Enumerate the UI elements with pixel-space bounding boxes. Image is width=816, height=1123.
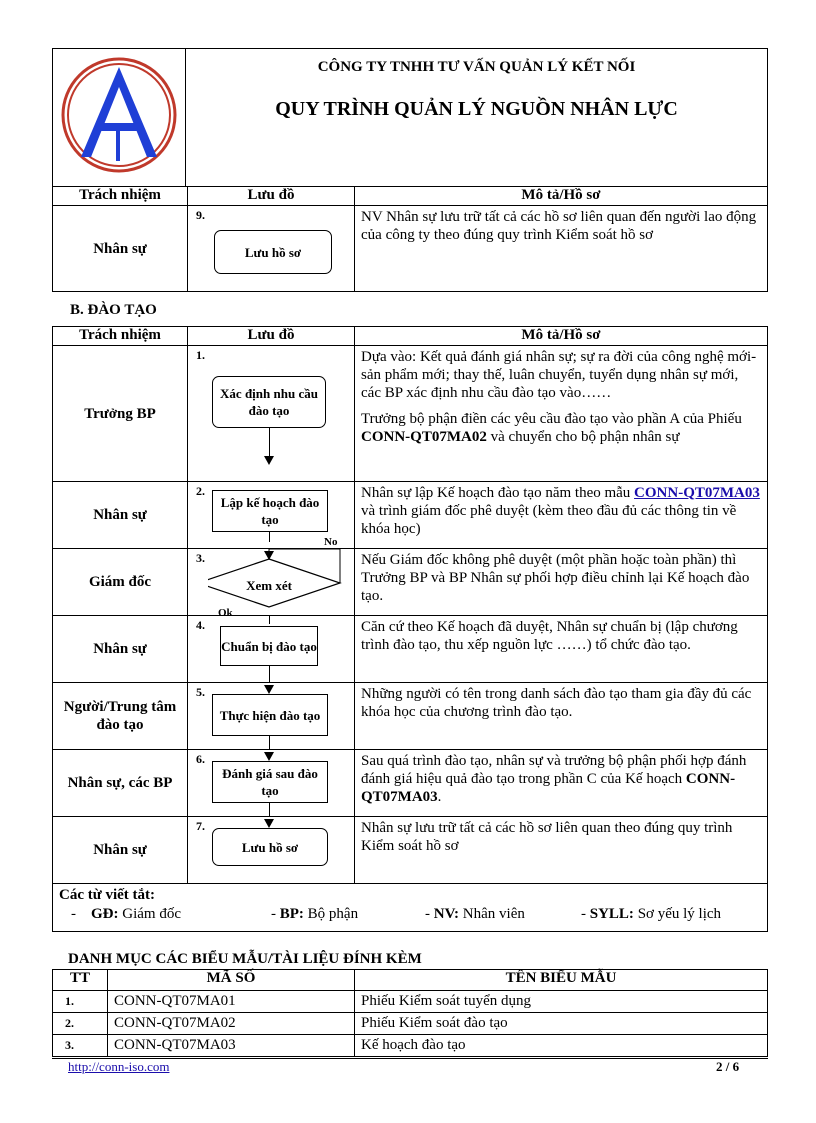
flow-connector [269, 666, 270, 683]
text-span: Sau quá trình đào tạo, nhân sự và trưởng bộ phận phối hợp đánh đánh giá hiệu quả đào tạo trong phần C của Kế hoạch [361, 753, 747, 787]
table-row [53, 1035, 768, 1057]
form-name: Kế hoạch đào tạo [355, 1035, 768, 1057]
form-link[interactable]: CONN-QT07MA03 [634, 485, 760, 501]
responsibility: Nhân sự [53, 206, 188, 292]
step-number: 5. [196, 685, 205, 699]
abbr-item: - SYLL: Sơ yếu lý lịch [581, 906, 722, 922]
arrow-down-icon [264, 551, 274, 560]
flow-box-store-records: Lưu hồ sơ [212, 828, 328, 866]
abbr-item: - NV: Nhân viên [425, 906, 525, 922]
col-flow-header: Lưu đồ [188, 327, 355, 346]
form-code: CONN-QT07MA03 [361, 771, 736, 805]
flow-cell [188, 683, 355, 750]
company-logo [53, 49, 185, 181]
form-tt: 2. [53, 1013, 108, 1035]
text-span: và trình giám đốc phê duyệt (kèm theo đầu đủ các thông tin về khóa học) [361, 503, 737, 537]
form-name: Phiếu Kiểm soát đào tạo [355, 1013, 768, 1035]
company-name: CÔNG TY TNHH TƯ VẤN QUẢN LÝ KẾT NỐI [317, 59, 636, 75]
flow-box-identify-needs: Xác định nhu cầu đào tạo [212, 376, 326, 428]
step-number: 7. [196, 819, 205, 833]
responsibility: Trưởng BP [53, 346, 188, 482]
table-row [53, 1013, 768, 1035]
flow-connector [269, 532, 270, 542]
arrow-down-icon [264, 819, 274, 828]
header-titles [186, 49, 768, 187]
step-number: 3. [196, 551, 205, 565]
logo-cell [53, 49, 186, 187]
description: NV Nhân sự lưu trữ tất cả các hồ sơ liên quan đến người lao động của công ty theo đúng quy trình Kiểm soát hồ sơ [355, 206, 768, 292]
step-number: 2. [196, 484, 205, 498]
flow-cell [188, 206, 355, 292]
description [355, 346, 768, 482]
flow-cell [188, 549, 355, 619]
responsibility: Người/Trung tâm đào tạo [53, 683, 188, 750]
forms-title: DANH MỤC CÁC BIỂU MẪU/TÀI LIỆU ĐÍNH KÈM [68, 951, 422, 967]
abbr-item: - BP: Bộ phận [271, 906, 359, 922]
responsibility: Giám đốc [53, 549, 188, 616]
description [355, 750, 768, 817]
responsibility: Nhân sự [53, 817, 188, 884]
section-title: B. ĐÀO TẠO [70, 302, 157, 318]
flow-box-evaluate-training: Đánh giá sau đào tạo [212, 761, 328, 803]
description: Căn cứ theo Kế hoạch đã duyệt, Nhân sự chuẩn bị (lập chương trình đào tạo, thu xếp nguồn lực ……) tổ chức đào tạo. [355, 616, 768, 683]
col-flow-header: Lưu đồ [188, 187, 355, 206]
form-code: CONN-QT07MA03 [108, 1035, 355, 1057]
decision-label: Xem xét [246, 578, 292, 593]
form-code: CONN-QT07MA02 [361, 429, 487, 445]
form-code: CONN-QT07MA01 [108, 991, 355, 1013]
top-table [52, 186, 768, 292]
flow-cell [188, 750, 355, 817]
abbreviations-cell [53, 884, 768, 932]
col-resp-header: Trách nhiệm [53, 327, 188, 346]
arrow-down-icon [264, 752, 274, 761]
flow-cell [188, 817, 355, 884]
description: Nhân sự lưu trữ tất cả các hồ sơ liên quan theo đúng quy trình Kiểm soát hồ sơ [355, 817, 768, 884]
form-name: Phiếu Kiểm soát tuyển dụng [355, 991, 768, 1013]
description: Những người có tên trong danh sách đào tạo tham gia đầy đủ các khóa học của chương trình đào tạo. [355, 683, 768, 750]
responsibility: Nhân sự [53, 616, 188, 683]
step-number: 9. [196, 208, 205, 222]
responsibility: Nhân sự, các BP [53, 750, 188, 817]
forms-table [52, 969, 768, 1057]
step-number: 1. [196, 348, 205, 362]
text-span: Nhân sự lập Kế hoạch đào tạo năm theo mẫu [361, 485, 635, 501]
flow-box-plan-training: Lập kế hoạch đào tạo [212, 490, 328, 532]
abbr-item: - GĐ: Giám đốc [71, 906, 181, 922]
flow-connector [269, 428, 270, 458]
form-tt: 1. [53, 991, 108, 1013]
text-span: và chuyển cho bộ phận nhân sự [486, 429, 680, 445]
description-text: Dựa vào: Kết quả đánh giá nhân sự; sự ra đời của công nghệ mới-sản phẩm mới; thay thế, luân chuyển, tuyển dụng nhân sự mới, các BP xác định nhu cầu đào tạo vào…… [361, 349, 757, 401]
abbreviations-list [59, 905, 761, 925]
forms-col-name: TÊN BIỂU MẪU [355, 970, 768, 991]
training-table [52, 326, 768, 932]
document-title: QUY TRÌNH QUẢN LÝ NGUỒN NHÂN LỰC [275, 98, 678, 120]
footer-url-link[interactable]: http://conn-iso.com [68, 1059, 170, 1074]
abbreviations-title: Các từ viết tắt: [59, 887, 156, 903]
description-text [361, 410, 761, 446]
flow-connector [269, 616, 270, 624]
forms-col-tt: TT [53, 970, 108, 991]
table-row [53, 991, 768, 1013]
flow-cell [188, 482, 355, 549]
text-span: Trưởng bộ phận điền các yêu cầu đào tạo vào phần A của Phiếu [361, 411, 742, 427]
col-desc-header: Mô tả/Hồ sơ [355, 327, 768, 346]
flow-box-store-records: Lưu hồ sơ [214, 230, 332, 274]
form-code: CONN-QT07MA02 [108, 1013, 355, 1035]
description: Nếu Giám đốc không phê duyệt (một phần hoặc toàn phần) thì Trưởng BP và BP Nhân sự phối hợp điều chỉnh lại Kế hoạch đào tạo. [355, 549, 768, 616]
responsibility: Nhân sự [53, 482, 188, 549]
step-number: 6. [196, 752, 205, 766]
col-resp-header: Trách nhiệm [53, 187, 188, 206]
forms-col-code: MÃ SỐ [108, 970, 355, 991]
page-number: 2 / 6 [716, 1059, 740, 1074]
arrow-down-icon [264, 685, 274, 694]
form-tt: 3. [53, 1035, 108, 1057]
text-span: . [437, 789, 442, 805]
description [355, 482, 768, 549]
ok-label: Ok [218, 607, 233, 619]
step-number: 4. [196, 618, 205, 632]
header-table [52, 48, 768, 187]
no-label: No [324, 536, 338, 548]
flow-cell [188, 346, 355, 482]
arrow-down-icon [264, 456, 274, 465]
flow-box-conduct-training: Thực hiện đào tạo [212, 694, 328, 736]
flow-box-prepare-training: Chuẩn bị đào tạo [220, 626, 318, 666]
col-desc-header: Mô tả/Hồ sơ [355, 187, 768, 206]
flow-connector [269, 803, 270, 817]
flow-cell [188, 616, 355, 683]
flow-connector [269, 736, 270, 750]
